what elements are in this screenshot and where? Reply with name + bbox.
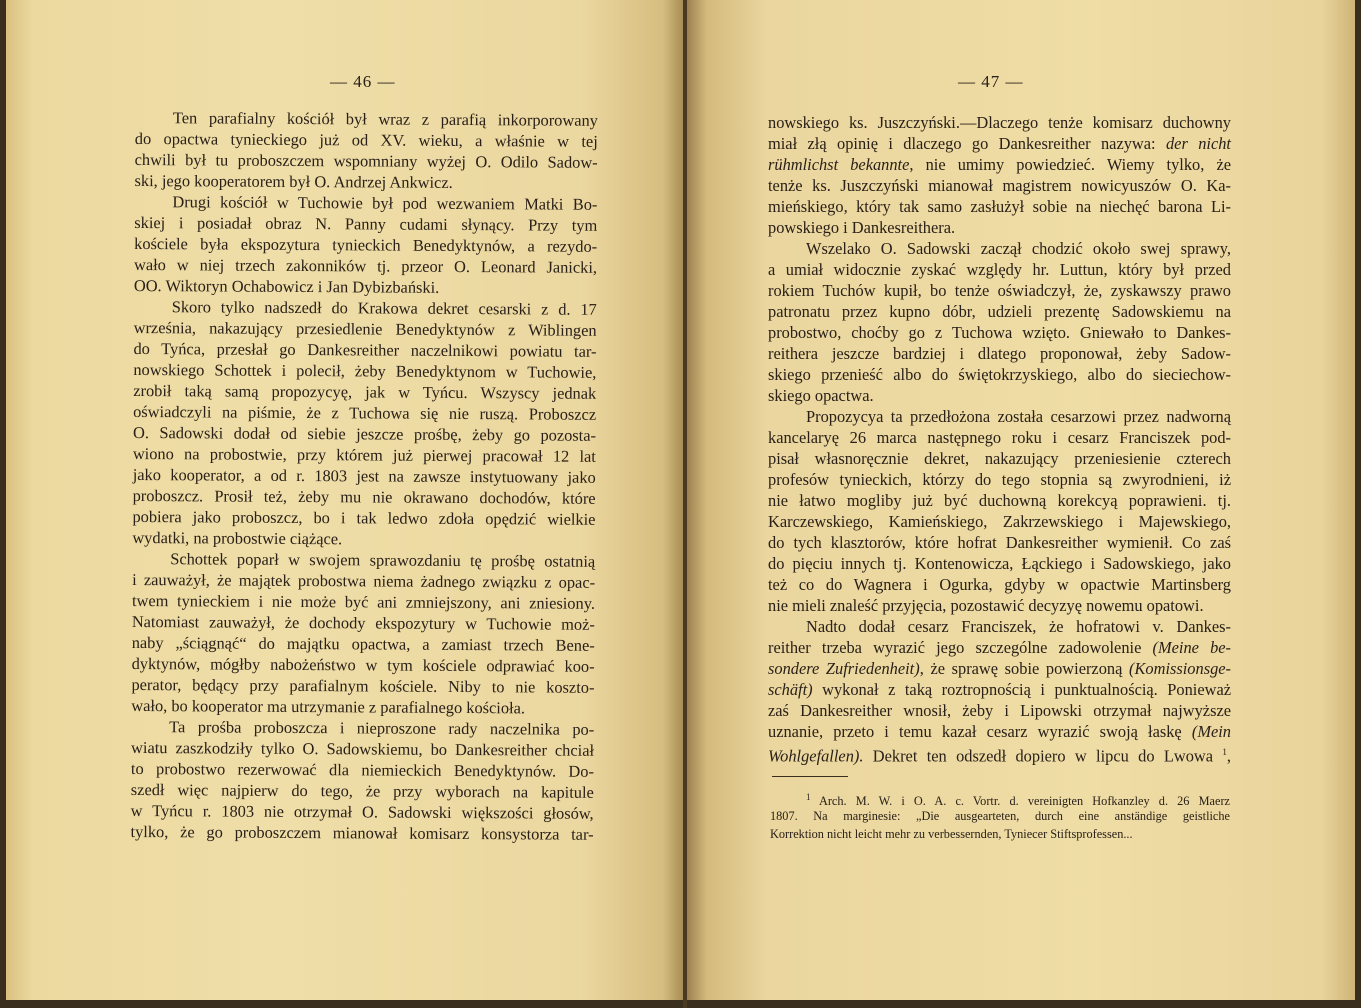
- text-segment: patronatu przez kupno dóbr, udzieli prezentę Sadowskiemu na: [768, 302, 1231, 321]
- text-segment: szedł więc najpierw do tego, że przy wyborach na kapitule: [130, 779, 594, 802]
- footnote-marker: 1: [806, 792, 811, 802]
- text-segment: , nie umimy powiedzieć. Wiemy tylko, że: [909, 155, 1231, 174]
- text-segment: OO. Wiktoryn Ochabowicz i Jan Dybizbański.: [133, 275, 440, 297]
- text-segment: naby „ściągnąć“ do majątku opactwa, a zamiast trzech Bene-: [131, 632, 595, 655]
- text-segment: proboszcz. Prosił też, żeby mu nie okrawano dochodów, które: [132, 485, 596, 508]
- text-line: [768, 238, 1231, 259]
- text-segment: reithera jeszcze bardziej i dlatego proponował, żeby Sadow-: [768, 344, 1231, 363]
- text-segment: mieńskiego, który tak samo zasłużył sobie na niechęć barona Li-: [768, 197, 1231, 216]
- text-line: [131, 800, 594, 824]
- text-line: [133, 338, 596, 362]
- italic-text: sondere Zufriedenheit): [768, 659, 920, 678]
- text-line: [131, 695, 594, 719]
- text-line: [132, 569, 595, 593]
- text-segment: rokiem Tuchów kupił, bo tenże oświadczył, że, zyskawszy prawo: [768, 281, 1231, 300]
- text-line: [132, 527, 595, 551]
- text-line: [133, 359, 596, 383]
- footnote-line: [770, 825, 1230, 844]
- text-line: [133, 380, 596, 404]
- text-segment: probostwo, choćby go z Tuchowa wzięto. Gniewało to Dankes-: [768, 323, 1231, 342]
- text-segment: oświadczyli na piśmie, że z Tuchowa się nie ruszą. Proboszcz: [133, 401, 597, 424]
- text-line: [768, 427, 1231, 448]
- text-line: [132, 506, 595, 530]
- text-segment: wiatu zaszkodziły tylko O. Sadowskiemu, bo Dankesreither chciał: [131, 737, 595, 760]
- text-line: [768, 322, 1231, 343]
- text-line: [131, 758, 594, 782]
- text-line: [132, 590, 595, 614]
- text-line: [768, 133, 1231, 154]
- text-segment: Skoro tylko nadszedł do Krakowa dekret cesarski z d. 17: [171, 297, 597, 319]
- text-segment: Wszelako O. Sadowski zaczął chodzić około swej sprawy,: [806, 239, 1231, 258]
- text-segment: tylko, że go proboszczem mianował komisarz konsystorza tar-: [130, 821, 594, 844]
- text-line: [768, 532, 1231, 553]
- text-line: [133, 422, 596, 446]
- text-line: [768, 280, 1231, 301]
- italic-text: (Meine be-: [1152, 638, 1232, 657]
- text-segment: pisał własnoręcznie dekret, nakazujący przeniesienie czterech: [768, 449, 1231, 468]
- text-line: [768, 700, 1231, 721]
- text-line: [132, 632, 595, 656]
- text-segment: Karczewskiego, Kamieńskiego, Zakrzewskiego i Majewskiego,: [768, 512, 1231, 531]
- text-line: [768, 406, 1231, 427]
- text-line: [131, 821, 594, 845]
- text-line: [768, 301, 1231, 322]
- text-segment: twem tynieckiem i nie może być ani zmniejszony, ani zniesiony.: [131, 590, 596, 613]
- text-line: [135, 107, 598, 131]
- text-line: [134, 191, 597, 215]
- text-segment: chwili był tu proboszczem wspomniany wyżej O. Odilo Sadow-: [134, 149, 598, 172]
- text-line: [134, 212, 597, 236]
- text-segment: wało, bo kooperator ma utrzymanie z parafialnego kościoła.: [131, 695, 526, 718]
- text-segment: Korrektion nicht leicht mehr zu verbessernden, Tyniecer Stiftsprofessen...: [770, 827, 1133, 841]
- text-line: [132, 611, 595, 635]
- text-line: [768, 259, 1231, 280]
- text-line: [768, 112, 1231, 133]
- footnote-line: [770, 788, 1230, 807]
- text-segment: Natomiast zauważył, że dochody ekspozytury w Tuchowie moż-: [131, 611, 595, 634]
- text-segment: skiego przenieść albo do świętokrzyskiego, albo do sieciechow-: [768, 365, 1231, 384]
- text-line: [768, 658, 1231, 679]
- text-segment: uznanie, przeto i temu kazał cesarz wyrazić swoją łaskę: [768, 722, 1192, 741]
- text-segment: w Tyńcu r. 1803 nie otrzymał O. Sadowski większości głosów,: [130, 800, 594, 823]
- text-segment: wykonał z taką roztropnością i punktualnością. Ponieważ: [812, 680, 1231, 699]
- text-line: [768, 742, 1231, 766]
- text-segment: 1807. Na marginesie: „Die ausgearteten, durch eine anständige geistliche: [770, 808, 1230, 823]
- text-segment: Ta prośba proboszcza i nieproszone rady naczelnika po-: [169, 717, 595, 739]
- text-line: [768, 154, 1231, 175]
- text-line: [135, 149, 598, 173]
- text-segment: Propozycya ta przedłożona została cesarzowi przez nadworną: [806, 407, 1231, 426]
- footnote-line: [770, 807, 1230, 826]
- text-line: [134, 233, 597, 257]
- footnote-divider: [772, 776, 848, 777]
- text-segment: wydatki, na probostwie ciążące.: [132, 527, 343, 549]
- italic-text: der nicht: [1165, 134, 1231, 153]
- text-line: [131, 674, 594, 698]
- text-segment: miał złą opinię i dlaczego go Dankesreither nazywa:: [768, 134, 1166, 153]
- text-line: [768, 448, 1231, 469]
- text-segment: do opactwa tynieckiego już od XV. wieku, a właśnie w tej: [134, 128, 598, 151]
- text-segment: dyktynów, mógłby nabożeństwo w tym kościele odprawiać koo-: [131, 653, 595, 676]
- italic-text: (Mein: [1191, 722, 1231, 741]
- text-segment: kościele była ekspozytura tynieckich Benedyktynów, a rezydo-: [134, 233, 598, 256]
- text-line: [768, 385, 1231, 406]
- text-segment: wało w niej trzech zakonników tj. przeor O. Leonard Janicki,: [133, 254, 598, 277]
- text-segment: do Tyńca, przesłał go Dankesreither naczelnikowi powiatu tar-: [133, 338, 597, 361]
- text-segment: jako kooperator, a od r. 1803 jest na zawsze instytuowany jako: [132, 464, 596, 487]
- text-line: [131, 779, 594, 803]
- text-line: [768, 595, 1231, 616]
- text-line: [768, 679, 1231, 700]
- text-segment: Dekret ten odszedł dopiero w lipcu do Lwowa: [863, 746, 1223, 766]
- text-segment: to probostwo rezerwować dla niemieckich Benedyktynów. Do-: [130, 758, 595, 781]
- text-segment: wiono na probostwie, przy którem już pierwej pracował 12 lat: [132, 443, 596, 466]
- text-line: [768, 364, 1231, 385]
- text-line: [132, 653, 595, 677]
- left-page-body: [131, 107, 598, 845]
- text-segment: O. Sadowski dodał od siebie jeszcze prośbę, żeby go pozosta-: [132, 422, 597, 445]
- text-line: [768, 469, 1231, 490]
- text-line: [768, 217, 1231, 238]
- text-line: [133, 485, 596, 509]
- text-line: [131, 716, 594, 740]
- italic-text: Wohlgefallen).: [768, 746, 864, 766]
- text-segment: Arch. M. W. i O. A. c. Vortr. d. vereinigten Hofkanzley d. 26 Maerz: [810, 794, 1230, 809]
- text-segment: Drugi kościół w Tuchowie był pod wezwaniem Matki Bo-: [172, 192, 598, 214]
- text-segment: , że sprawę sobie powierzoną: [919, 659, 1130, 678]
- italic-text: (Komissionsge-: [1129, 659, 1232, 678]
- italic-text: schäft): [768, 680, 813, 699]
- text-segment: pobiera jako proboszcz, bo i tak ledwo zdoła opędzić wielkie: [132, 506, 596, 529]
- text-line: [131, 737, 594, 761]
- text-line: [768, 637, 1231, 658]
- text-line: [134, 317, 597, 341]
- text-segment: kancelaryę 26 marca następnego roku i cesarz Franciszek pod-: [768, 428, 1231, 447]
- text-segment: skiego opactwa.: [768, 386, 874, 405]
- text-segment: września, nakazujący przesiedlenie Benedyktynów z Wiblingen: [133, 317, 597, 340]
- text-segment: ,: [1226, 746, 1231, 766]
- text-segment: zaś Dankesreither wnosił, żeby i Lipowski otrzymał najwyższe: [768, 701, 1231, 720]
- text-segment: powskiego i Dankesreithera.: [768, 218, 956, 237]
- text-line: [133, 464, 596, 488]
- text-segment: a umiał widocznie zyskać względy hr. Luttun, który był przed: [768, 260, 1231, 279]
- footnote-marker: 1: [1222, 747, 1227, 757]
- text-segment: Nadto dodał cesarz Franciszek, że hofratowi v. Dankes-: [806, 617, 1231, 636]
- text-line: [768, 196, 1231, 217]
- text-line: [768, 616, 1231, 637]
- text-line: [134, 170, 597, 194]
- text-line: [134, 254, 597, 278]
- text-line: [768, 490, 1231, 511]
- text-line: [768, 721, 1231, 742]
- text-line: [135, 128, 598, 152]
- text-segment: ski, jego kooperatorem był O. Andrzej Ankwicz.: [134, 170, 453, 192]
- page-number-right: — 47 —: [958, 72, 1024, 91]
- text-line: [132, 548, 595, 572]
- text-line: [768, 511, 1231, 532]
- text-line: [133, 401, 596, 425]
- text-segment: też co do Wagnera i Ogurka, gdyby w opactwie Martinsberg: [768, 575, 1231, 594]
- text-line: [768, 553, 1231, 574]
- text-line: [768, 343, 1231, 364]
- text-segment: nie mieli znaleść przyjęcia, pozostawić decyzyę nowemu opatowi.: [768, 596, 1204, 615]
- page-number-left: — 46 —: [330, 72, 396, 91]
- text-segment: tenże ks. Juszczyński mianował magistrem nowicyuszów O. Ka-: [768, 176, 1231, 195]
- text-segment: i zauważył, że majątek probostwa niema żadnego związku z opac-: [132, 569, 596, 592]
- text-segment: do tych klasztorów, które hofrat Dankesreither wymienił. Co zaś: [768, 533, 1231, 552]
- text-segment: nie łatwo mogliby już być duchowną korekcyą poprawieni. tj.: [768, 491, 1231, 510]
- text-segment: Ten parafialny kościół był wraz z parafią inkorporowany: [172, 108, 598, 130]
- text-line: [768, 574, 1231, 595]
- text-line: [134, 296, 597, 320]
- text-segment: perator, będący przy parafialnym kościele. Niby to nie koszto-: [131, 674, 595, 697]
- footnotes: [770, 788, 1230, 844]
- text-line: [768, 175, 1231, 196]
- text-segment: reither trzeba wyrazić jego szczególne zadowolenie: [768, 638, 1153, 657]
- text-segment: Schottek poparł w swojem sprawozdaniu tę prośbę ostatnią: [170, 549, 596, 571]
- text-segment: skiej i posiadał obraz N. Panny cudami słynący. Przy tym: [134, 212, 598, 235]
- text-segment: nowskiego Schottek i polecił, żeby Benedyktynom w Tuchowie,: [133, 359, 597, 382]
- text-segment: nowskiego ks. Juszczyński.—Dlaczego tenże komisarz duchowny: [768, 113, 1231, 132]
- text-line: [134, 275, 597, 299]
- text-segment: do pięciu innych tj. Kontenowicza, Łąckiego i Sadowskiego, jako: [768, 554, 1231, 573]
- text-line: [133, 443, 596, 467]
- italic-text: rühmlichst bekannte: [768, 155, 910, 174]
- text-segment: zrobił taką samą propozycyę, jak w Tyńcu. Wszyscy jednak: [133, 380, 597, 403]
- text-segment: profesów tynieckich, którzy do tego stopnia są zwyrodnieni, iż: [768, 470, 1231, 489]
- right-page-body: [768, 112, 1232, 766]
